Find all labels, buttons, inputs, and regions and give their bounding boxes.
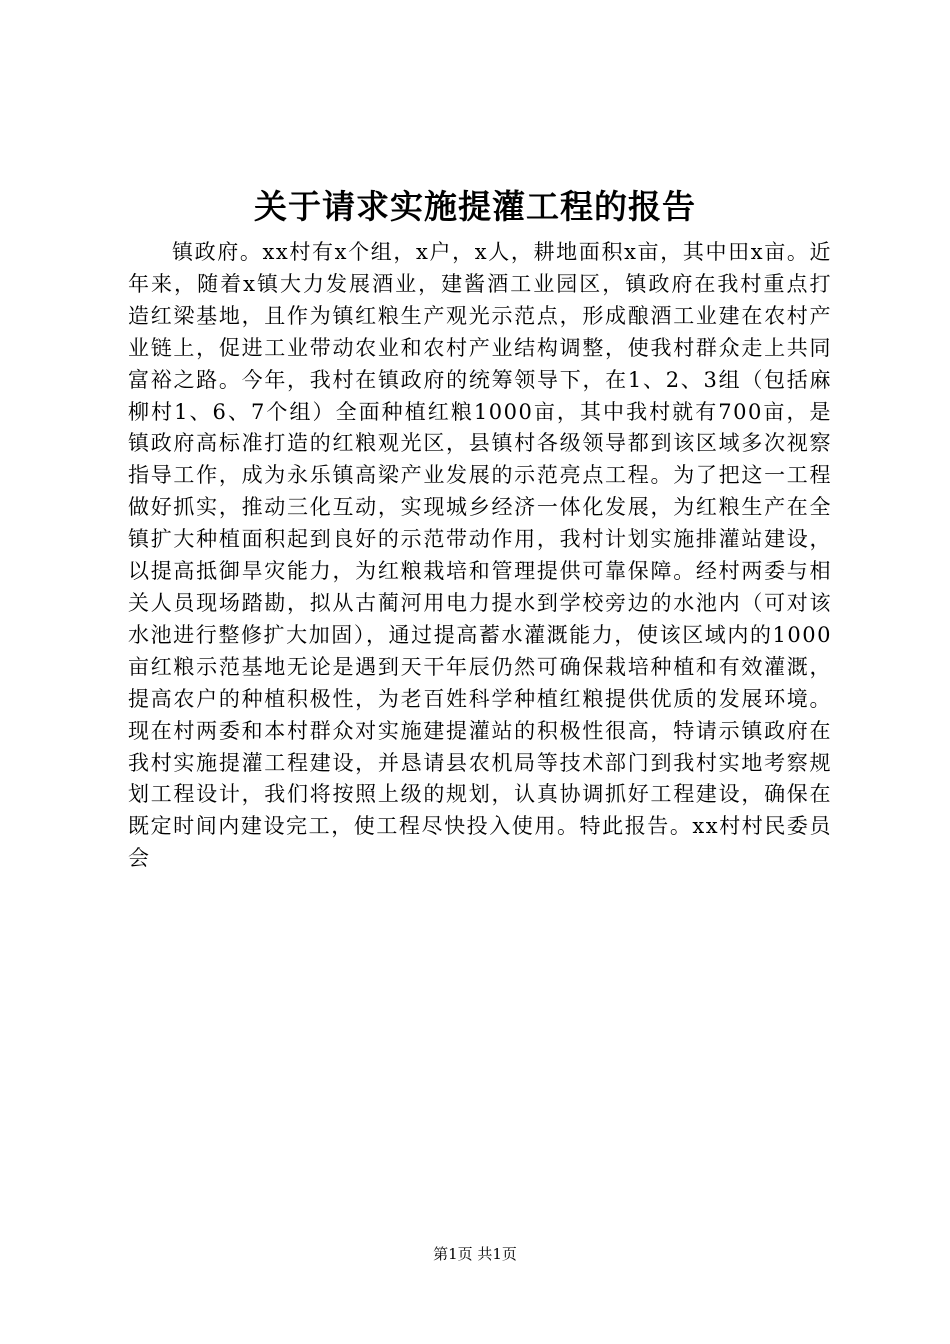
document-title: 关于请求实施提灌工程的报告 [254,187,696,226]
page-footer: 第1页 共1页 [433,1245,517,1263]
document-body: 镇政府。xx村有x个组，x户，x人，耕地面积x亩，其中田x亩。近年来，随着x镇大力发展酒业，建酱酒工业园区，镇政府在我村重点打造红梁基地，且作为镇红粮生产观光示范点，形成酿酒工业建在农村产业链上，促进工业带动农业和农村产业结构调整，使我村群众走上共同富裕之路。今年，我村在镇政府的统筹领导下，在1、2、3组（包括麻柳村1、6、7个组）全面种植红粮1000亩，其中我村就有700亩，是镇政府高标准打造的红粮观光区，县镇村各级领导都到该区域多次视察指导工作，成为永乐镇高梁产业发展的示范亮点工程。为了把这一工程做好抓实，推动三化互动，实现城乡经济一体化发展，为红粮生产在全镇扩大种植面积起到良好的示范带动作用，我村计划实施排灌站建设，以提高抵御旱灾能力，为红粮栽培和管理提供可靠保障。经村两委与相关人员现场踏勘，拟从古蔺河用电力提水到学校旁边的水池内（可对该水池进行整修扩大加固），通过提高蓄水灌溉能力，使该区域内的1000亩红粮示范基地无论是遇到天干年辰仍然可确保栽培种植和有效灌溉，提高农户的种植积极性，为老百姓科学种植红粮提供优质的发展环境。现在村两委和本村群众对实施建提灌站的积极性很高，特请示镇政府在我村实施提灌工程建设，并恳请县农机局等技术部门到我村实地考察规划工程设计，我们将按照上级的规划，认真协调抓好工程建设，确保在既定时间内建设完工，使工程尽快投入使用。特此报告。xx村村民委员会 [128,240,832,871]
